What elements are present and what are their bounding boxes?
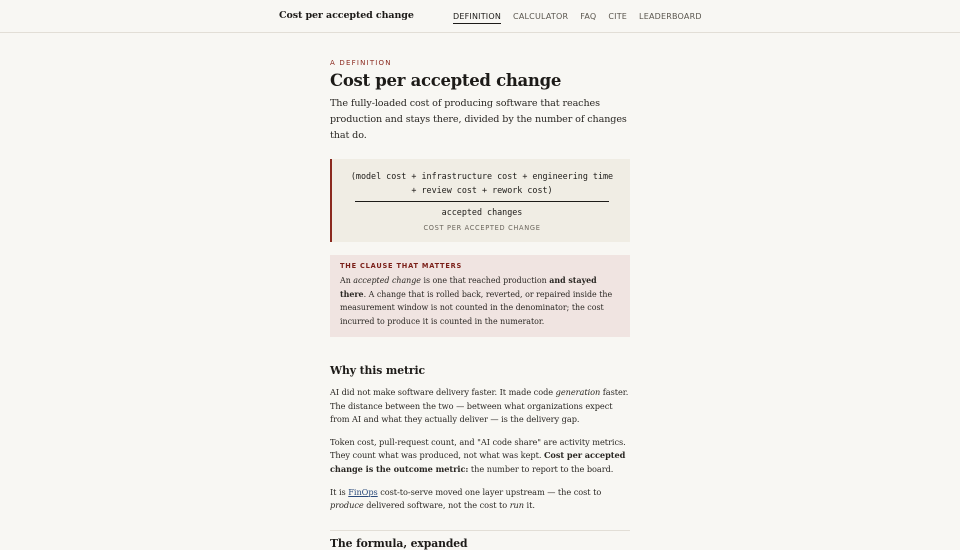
nav-cite[interactable]: CITE bbox=[608, 12, 628, 21]
why-paragraph-2 bbox=[330, 436, 630, 477]
formula-expanded-heading: The formula, expanded bbox=[330, 536, 468, 550]
para-text: AI did not make software delivery faster. It made code bbox=[330, 387, 556, 397]
top-bar bbox=[0, 0, 960, 33]
clause-callout bbox=[330, 255, 630, 337]
nav-leaderboard[interactable]: LEADERBOARD bbox=[639, 12, 702, 21]
why-paragraph-3 bbox=[330, 486, 630, 513]
para-text: it. bbox=[524, 500, 535, 511]
callout-text: . A change that is rolled back, reverted, or repaired inside the measurement window is not counted in the denominator; the cost incurred to produce it is counted in the numerator. bbox=[340, 289, 613, 326]
para-emphasis: generation bbox=[555, 387, 601, 397]
formula-caption: COST PER ACCEPTED CHANGE bbox=[423, 224, 541, 232]
para-text: the number to report to the board. bbox=[468, 463, 614, 474]
para-text: It is bbox=[330, 486, 349, 497]
nav-calculator[interactable]: CALCULATOR bbox=[513, 12, 569, 21]
section-eyebrow: A DEFINITION bbox=[330, 59, 392, 67]
para-text: delivered software, not the cost to bbox=[363, 500, 510, 511]
para-emphasis: produce bbox=[330, 500, 364, 511]
formula-denominator: accepted changes bbox=[441, 207, 523, 217]
callout-text: An bbox=[340, 276, 354, 285]
para-emphasis: run bbox=[509, 500, 524, 511]
finops-link[interactable]: FinOps bbox=[348, 486, 378, 497]
main-nav bbox=[453, 12, 702, 24]
why-paragraph-1 bbox=[330, 386, 630, 427]
para-strong: Cost per accepted change is the outcome metric: bbox=[330, 450, 626, 474]
para-text: cost-to-serve moved one layer upstream — the cost to bbox=[377, 486, 602, 497]
formula-numerator: (model cost + infrastructure cost + engineering time + review cost + rework cost) bbox=[350, 171, 614, 195]
brand-link[interactable]: Cost per accepted change bbox=[279, 10, 414, 21]
why-heading: Why this metric bbox=[330, 364, 425, 377]
callout-body bbox=[340, 274, 620, 328]
para-text: Token cost, pull-request count, and "AI code share" are activity metrics. They count what was produced, not what was kept. bbox=[330, 436, 626, 461]
nav-definition[interactable]: DEFINITION bbox=[453, 12, 501, 24]
formula-box bbox=[330, 159, 630, 242]
section-divider bbox=[330, 530, 630, 531]
page-title: Cost per accepted change bbox=[330, 71, 562, 90]
nav-faq[interactable]: FAQ bbox=[580, 12, 597, 21]
para-text: faster. The distance between the two — between what organizations expect from AI and what they actually deliver — is the delivery gap. bbox=[330, 387, 629, 425]
callout-emphasis: accepted change bbox=[353, 276, 421, 285]
callout-text: is one that reached production bbox=[420, 276, 550, 285]
callout-strong: and stayed there bbox=[340, 276, 597, 299]
main-content bbox=[330, 33, 630, 550]
lead-paragraph: The fully-loaded cost of producing software that reaches production and stays there, divided by the number of changes that do. bbox=[330, 98, 627, 141]
callout-title: THE CLAUSE THAT MATTERS bbox=[340, 262, 463, 270]
fraction-bar bbox=[355, 201, 609, 202]
